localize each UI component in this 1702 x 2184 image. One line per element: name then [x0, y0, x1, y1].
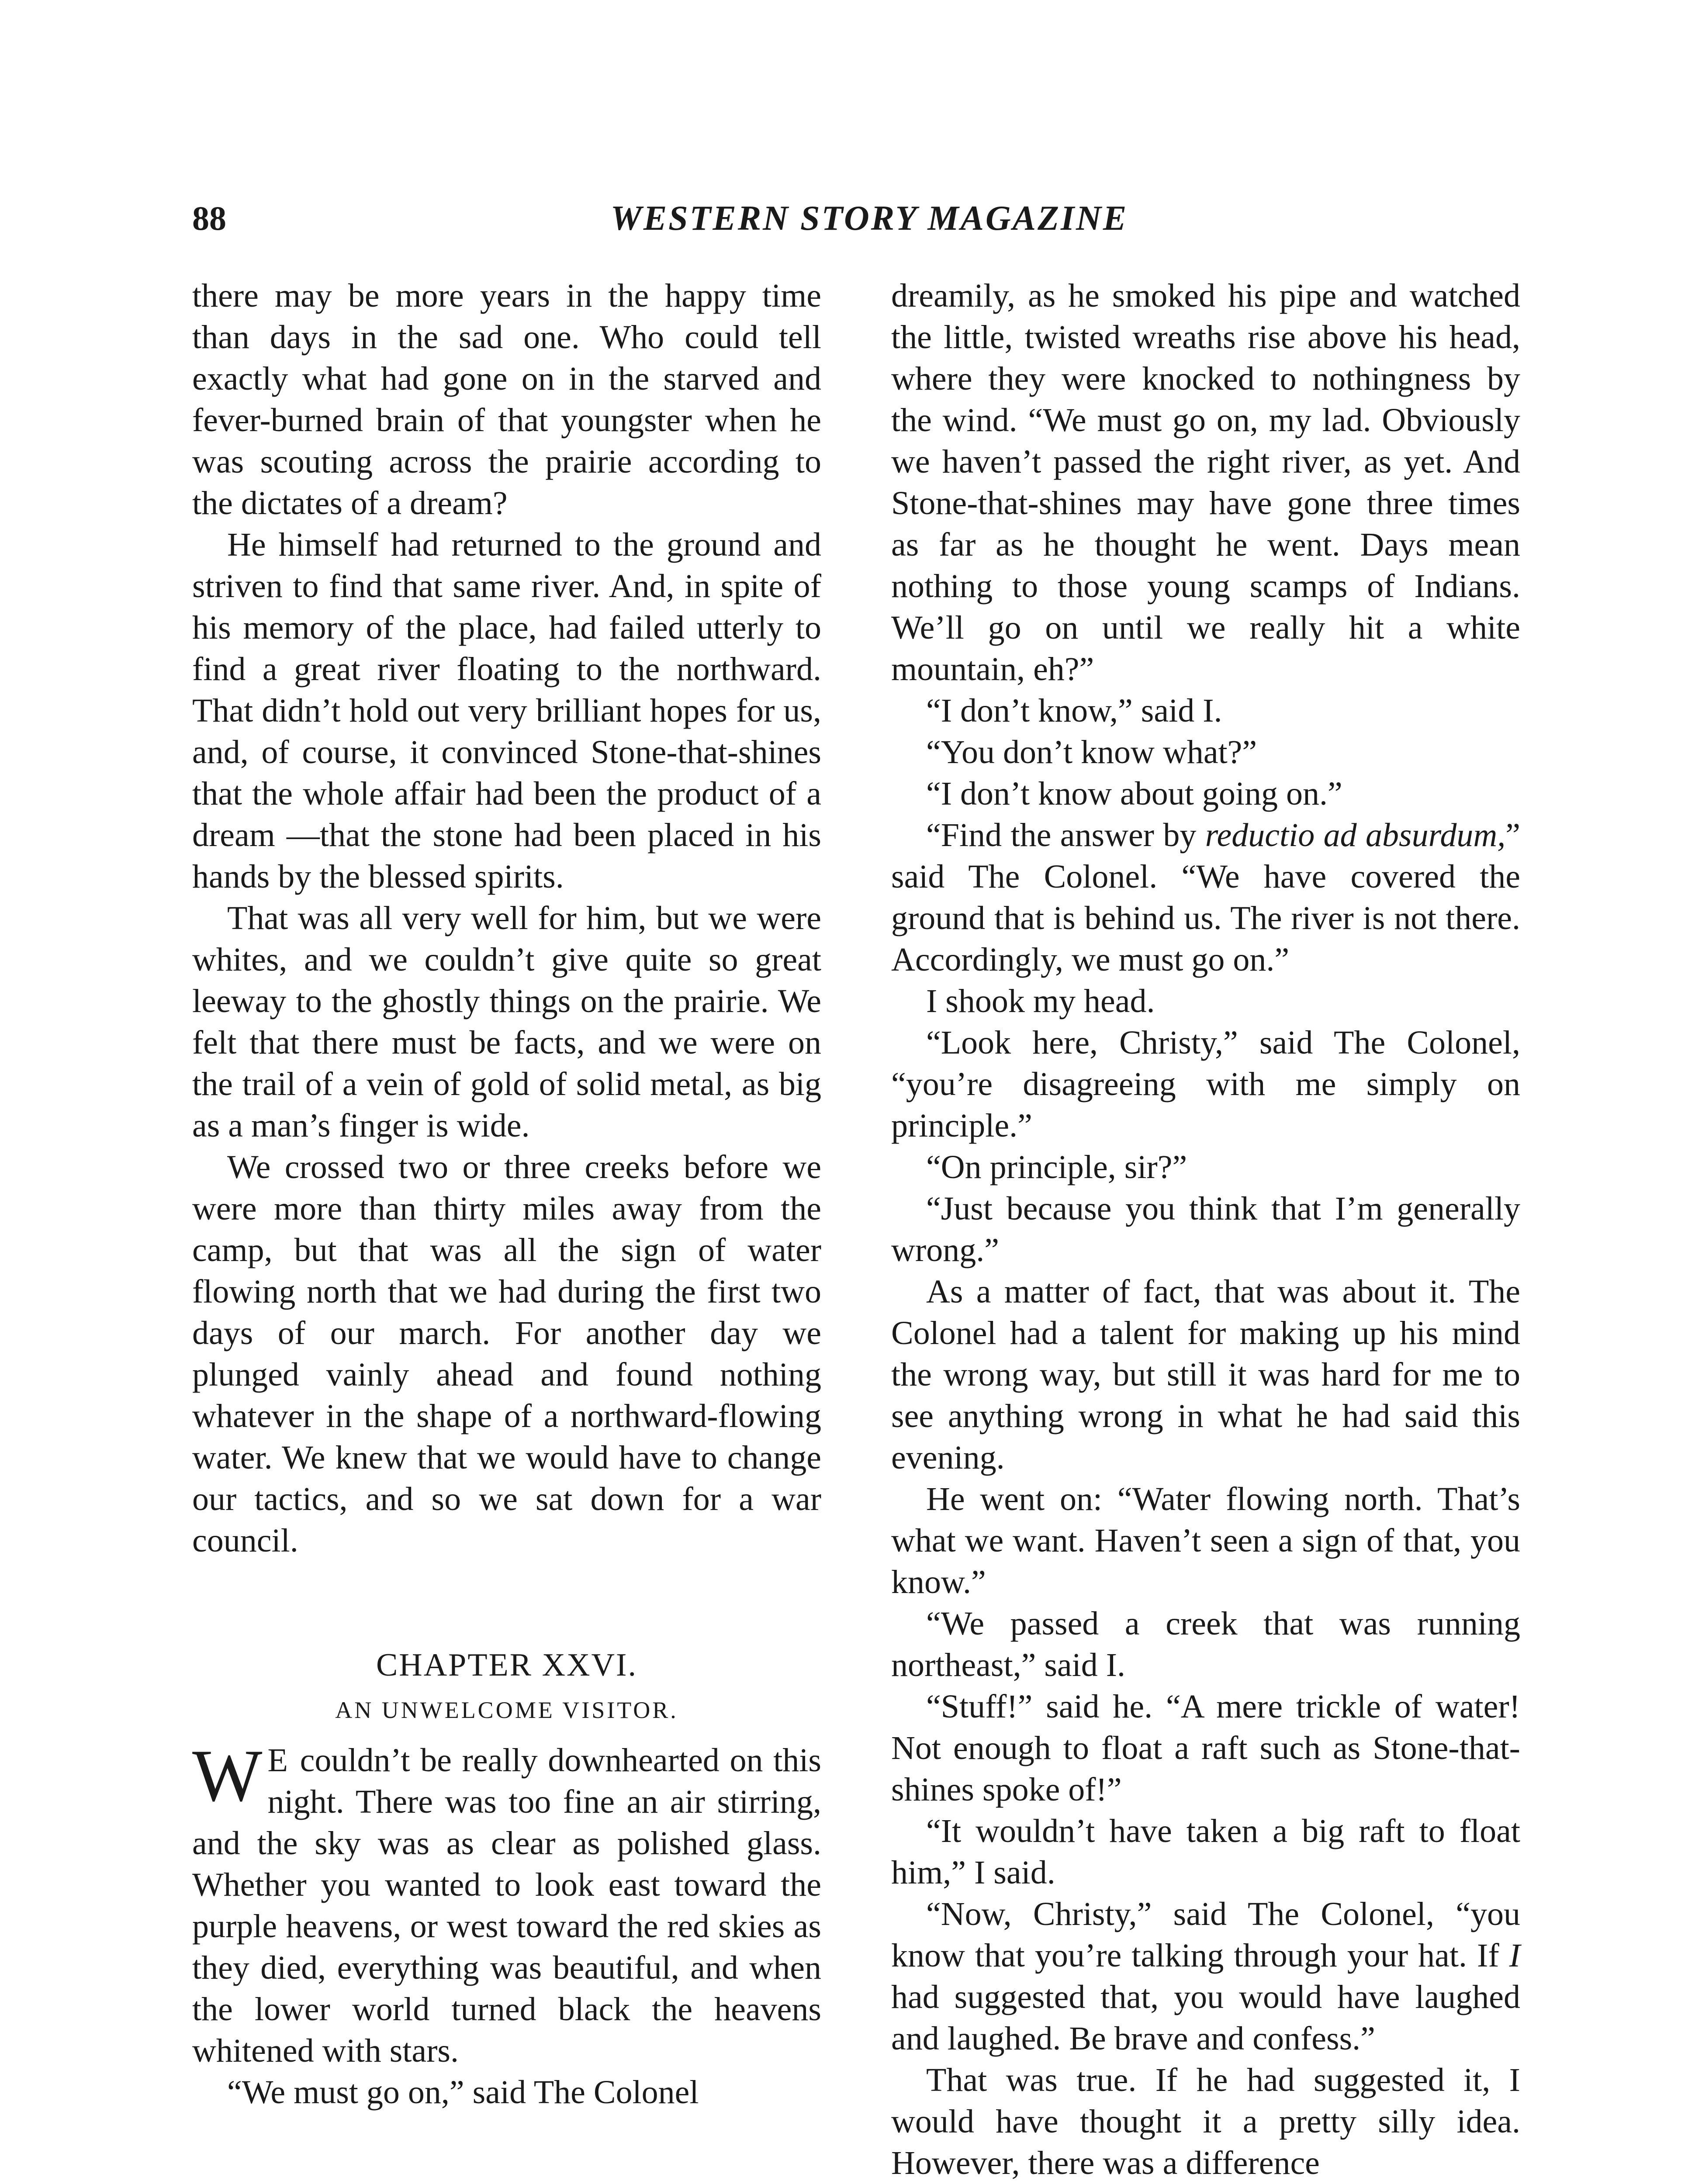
paragraph: dreamily, as he smoked his pipe and watched the little, twisted wreaths rise above his head, where they were knocked to nothingness by the wind. “We must go on, my lad. Obviously we haven’t passed the right river, as yet. And Stone-that-shines may have gone three times as far as he thought he went. Days mean nothing to those young scamps of Indians. We’ll go on until we really hit a white mountain, eh?” — [891, 277, 1520, 688]
latin-phrase: reductio ad absurdum, — [1205, 817, 1506, 854]
emphasis: I — [1509, 1937, 1520, 1974]
paragraph: That was true. If he had suggested it, I would have thought it a pretty silly idea. However, there was a difference — [891, 2062, 1520, 2181]
paragraph: I shook my head. — [926, 983, 1155, 1019]
paragraph: “We passed a creek that was running northeast,” said I. — [891, 1605, 1520, 1683]
text-run: had suggested that, you would have laughed and laughed. Be brave and confess.” — [891, 1979, 1520, 2057]
right-column — [891, 275, 1520, 2184]
text-run: “Now, Christy,” said The Colonel, “you know that you’re talking through your hat. If — [891, 1896, 1520, 1974]
opening-text: couldn’t be really downhearted on this night. There was too fine an air stirring, and the sky was as clear as polished glass. Whether you wanted to look east toward the purple heavens, or west toward the red skies as they died, everything was beautiful, and when the lower world turned black the heavens whitened with stars. — [192, 1742, 821, 2069]
paragraph: “It wouldn’t have taken a big raft to float him,” I said. — [891, 1813, 1520, 1891]
running-title: WESTERN STORY MAGAZINE — [610, 199, 1128, 238]
page-header — [192, 192, 1546, 245]
paragraph: “Stuff!” said he. “A mere trickle of water! Not enough to float a raft such as Stone-that-shines spoke of!” — [891, 1688, 1520, 1808]
drop-cap: W — [192, 1735, 263, 1817]
paragraph: “I don’t know,” said I. — [926, 692, 1222, 729]
paragraph: “We must go on,” said The Colonel — [227, 2074, 699, 2111]
paragraph: “Look here, Christy,” said The Colonel, “you’re disagreeing with me simply on principle.” — [891, 1024, 1520, 1144]
paragraph — [891, 815, 1520, 981]
paragraph: He went on: “Water flowing north. That’s what we want. Haven’t seen a sign of that, you know.” — [891, 1481, 1520, 1600]
text-run: ” said The Colonel. “We have covered the ground that is behind us. The river is not there. Accordingly, we must go on.” — [891, 817, 1520, 978]
chapter-subtitle: AN UNWELCOME VISITOR. — [335, 1697, 678, 1723]
text-run: “Find the answer by — [926, 817, 1205, 854]
left-column — [192, 275, 821, 2113]
paragraph — [891, 1894, 1520, 2060]
page-number: 88 — [192, 199, 226, 237]
paragraph: He himself had returned to the ground and striven to find that same river. And, in spite of his memory of the place, had failed utterly to find a great river floating to the northward. That didn’t hold out very brilliant hopes for us, and, of course, it convinced Stone-that-shines that the whole affair had been the product of a dream —that the stone had been placed in his hands by the blessed spirits. — [192, 526, 821, 895]
paragraph: As a matter of fact, that was about it. The Colonel had a talent for making up his mind the wrong way, but still it was hard for me to see anything wrong in what he had said this evening. — [891, 1273, 1520, 1476]
opening-caps: E — [267, 1742, 290, 1779]
paragraph: there may be more years in the happy time than days in the sad one. Who could tell exactly what had gone on in the starved and fever-burned brain of that youngster when he was scouting across the prairie according to the dictates of a dream? — [192, 277, 821, 522]
chapter-title: CHAPTER XXVI. — [376, 1647, 638, 1683]
paragraph: “Just because you think that I’m generally wrong.” — [891, 1190, 1520, 1268]
paragraph: That was all very well for him, but we were whites, and we couldn’t give quite so great leeway to the ghostly things on the prairie. We felt that there must be facts, and we were on the trail of a vein of gold of solid metal, as big as a man’s finger is wide. — [192, 900, 821, 1144]
chapter-opening-paragraph — [192, 1735, 821, 2072]
paragraph: “I don’t know about going on.” — [926, 775, 1342, 812]
paragraph: We crossed two or three creeks before we were more than thirty miles away from the camp, but that was all the sign of water flowing north that we had during the first two days of our march. For another day we plunged vainly ahead and found nothing whatever in the shape of a northward-flowing water. We knew that we would have to change our tactics, and so we sat down for a war council. — [192, 1149, 821, 1559]
paragraph: “You don’t know what?” — [926, 734, 1257, 771]
paragraph: “On principle, sir?” — [926, 1149, 1187, 1185]
